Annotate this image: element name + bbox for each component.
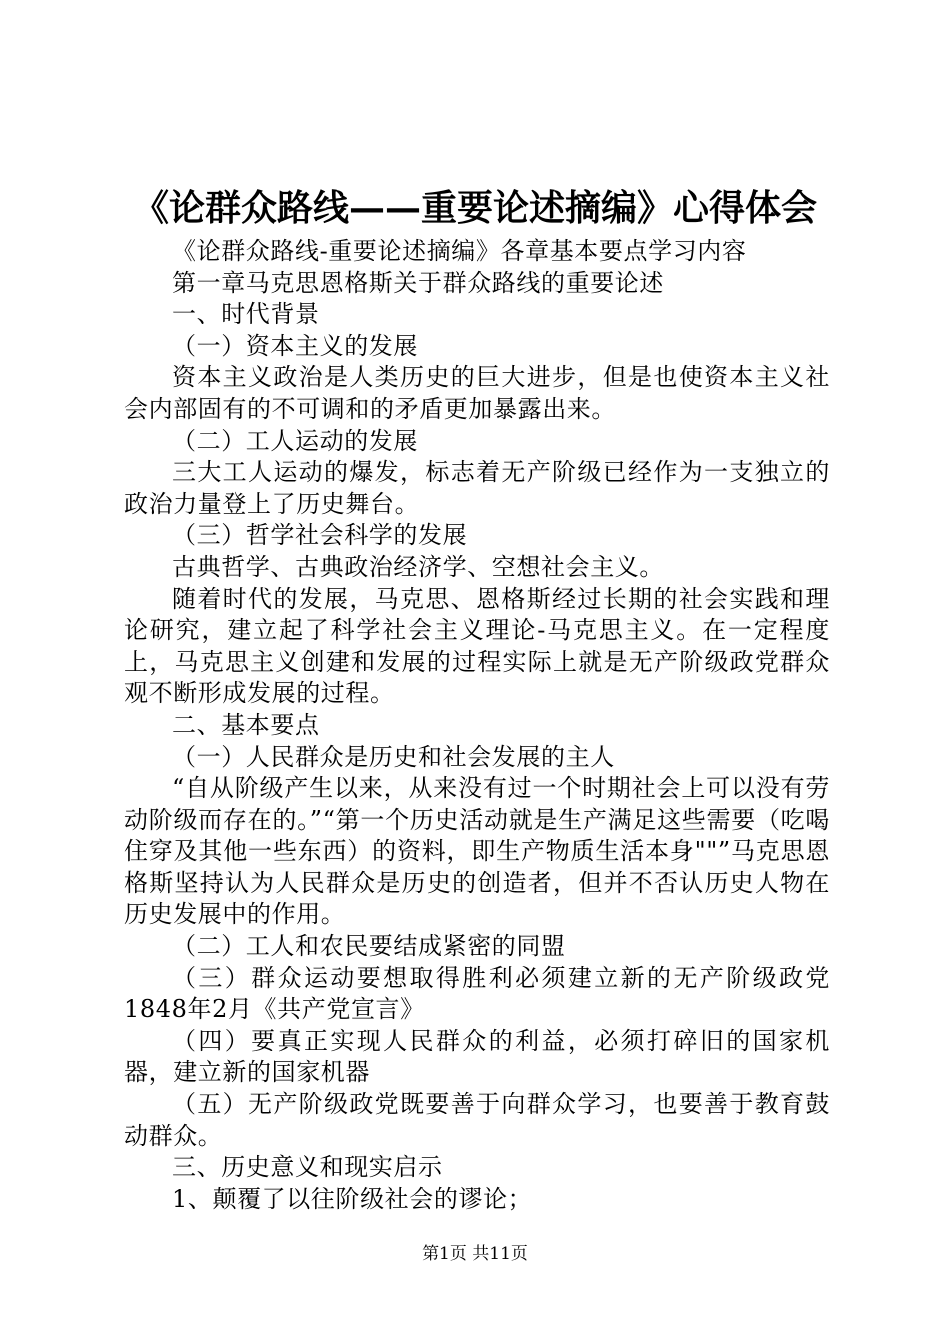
section-heading: 三、历史意义和现实启示 (172, 1153, 443, 1182)
paragraph: 三大工人运动的爆发，标志着无产阶级已经作为一支独立的政治力量登上了历史舞台。 (124, 458, 830, 518)
subsection-heading: （三）哲学社会科学的发展 (172, 521, 468, 550)
subsection-heading: （二）工人和农民要结成紧密的同盟 (172, 932, 566, 961)
document-title: 《论群众路线——重要论述摘编》心得体会 (132, 187, 817, 229)
paragraph: 古典哲学、古典政治经济学、空想社会主义。 (172, 552, 664, 581)
chapter-heading: 第一章马克思恩格斯关于群众路线的重要论述 (172, 268, 664, 297)
section-heading: 一、时代背景 (172, 300, 320, 329)
document-body (124, 236, 830, 1215)
section-heading: 二、基本要点 (172, 710, 320, 739)
subsection-heading: （三）群众运动要想取得胜利必须建立新的无产阶级政党1848年2月《共产党宣言》 (124, 963, 830, 1024)
subsection-heading: （一）资本主义的发展 (172, 331, 418, 360)
page-number-footer: 第1页 共11页 (422, 1244, 528, 1264)
paragraph: 随着时代的发展，马克思、恩格斯经过长期的社会实践和理论研究，建立起了科学社会主义理论-马克思主义。在一定程度上，马克思主义创建和发展的过程实际上就是无产阶级政党群众观不断形成发展的过程。 (124, 584, 830, 708)
subsection-heading: （四）要真正实现人民群众的利益，必须打碎旧的国家机器，建立新的国家机器 (124, 1026, 830, 1087)
paragraph: 资本主义政治是人类历史的巨大进步，但是也使资本主义社会内部固有的不可调和的矛盾更加暴露出来。 (124, 363, 830, 423)
paragraph: “自从阶级产生以来，从来没有过一个时期社会上可以没有劳动阶级而存在的。”“第一个历史活动就是生产满足这些需要（吃喝住穿及其他一些东西）的资料，即生产物质生活本身""”马克思恩格斯坚持认为人民群众是历史的创造者，但并不否认历史人物在历史发展中的作用。 (124, 774, 830, 929)
subsection-heading: （二）工人运动的发展 (172, 426, 418, 455)
subsection-heading: （五）无产阶级政党既要善于向群众学习，也要善于教育鼓动群众。 (124, 1090, 830, 1150)
paragraph: 《论群众路线-重要论述摘编》各章基本要点学习内容 (172, 237, 747, 265)
list-item: 1、颠覆了以往阶级社会的谬论； (172, 1184, 533, 1213)
subsection-heading: （一）人民群众是历史和社会发展的主人 (172, 742, 615, 771)
